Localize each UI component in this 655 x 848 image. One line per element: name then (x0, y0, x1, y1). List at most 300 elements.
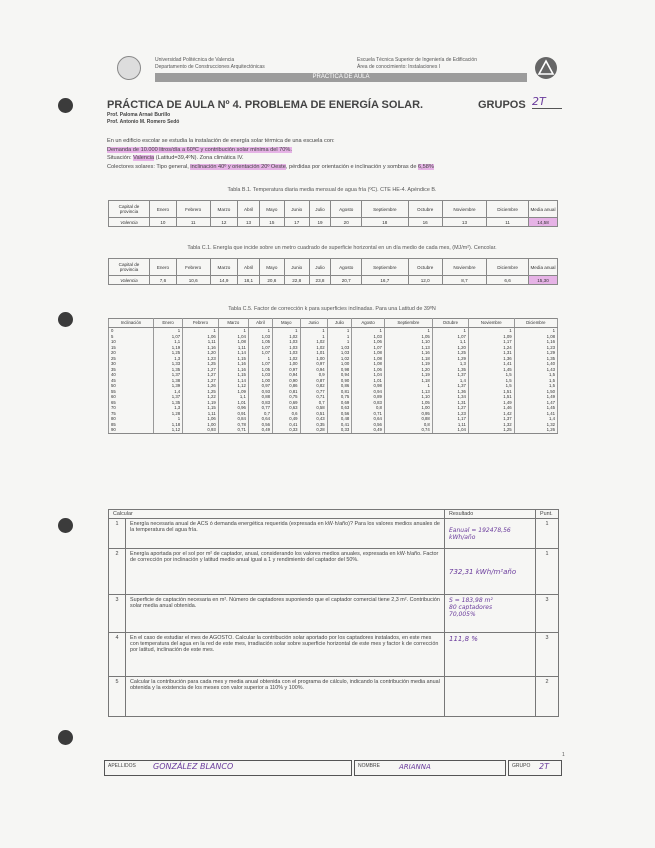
inclination-cell: 0 (109, 328, 154, 334)
area-name: Área de conocimiento: Instalaciones I (357, 64, 441, 70)
factor-cell: 1,08 (352, 350, 385, 356)
factor-cell: 1,38 (153, 378, 182, 384)
table-header: Enero (150, 201, 177, 218)
factor-cell: 0,86 (273, 383, 301, 389)
factor-cell: 1,27 (432, 405, 468, 411)
factor-cell: 1,03 (248, 372, 272, 378)
factor-cell: 1,00 (300, 356, 327, 362)
answer-field[interactable]: S = 183,98 m² 80 captadores 70,005% (445, 595, 536, 633)
factor-cell: 1,3 (432, 361, 468, 367)
factor-cell: 0,63 (327, 405, 352, 411)
factor-cell: 1,08 (352, 361, 385, 367)
factor-cell: 1,01 (218, 400, 248, 406)
factor-cell: 0,83 (352, 400, 385, 406)
factor-cell: 0,49 (273, 416, 301, 422)
factor-cell: 1,15 (218, 356, 248, 362)
factor-cell: 0,88 (384, 416, 432, 422)
table-row (109, 427, 558, 433)
factor-cell: 1,19 (183, 400, 219, 406)
factor-cell: 0,97 (273, 367, 301, 373)
page-title: PRÁCTICA DE AULA Nº 4. PROBLEMA DE ENERGÍA SOLAR. (107, 99, 424, 111)
factor-cell: 0,8 (384, 422, 432, 428)
factor-cell: 1,4 (153, 389, 182, 395)
factor-cell: 0,51 (300, 411, 327, 417)
factor-cell: 1,27 (183, 372, 219, 378)
page-number: 1 (562, 752, 565, 758)
factor-cell: 1 (384, 383, 432, 389)
factor-cell: 1,05 (384, 400, 432, 406)
factor-cell: 1 (183, 328, 219, 334)
factor-cell: 1,4 (432, 378, 468, 384)
factor-cell: 1,20 (384, 367, 432, 373)
table-header: Marzo (210, 201, 238, 218)
factor-cell: 1,36 (468, 356, 514, 362)
factor-cell: 1,25 (153, 350, 182, 356)
factor-cell: 0,96 (218, 405, 248, 411)
factor-cell: 1,03 (327, 350, 352, 356)
factor-cell: 1,35 (514, 356, 557, 362)
factor-cell: 1,25 (432, 350, 468, 356)
factor-cell: 1,26 (183, 383, 219, 389)
factor-cell: 1,18 (153, 422, 182, 428)
factor-cell: 0,64 (248, 416, 272, 422)
factor-cell: 1,06 (183, 334, 219, 340)
factor-cell: 1,08 (514, 334, 557, 340)
punch-hole (58, 98, 73, 113)
inclination-cell: 30 (109, 361, 154, 367)
factor-cell: 0,98 (352, 383, 385, 389)
department-name: Departamento de Construcciones Arquitectónicas (155, 64, 265, 70)
inclination-cell: 60 (109, 394, 154, 400)
factor-cell: 1,27 (183, 367, 219, 373)
inclination-cell: 35 (109, 367, 154, 373)
factor-cell: 1,42 (468, 411, 514, 417)
inclination-highlight: inclinación 40º y orientación 20º Oeste (190, 163, 286, 170)
factor-cell: 0,82 (300, 383, 327, 389)
factor-cell: 0,56 (352, 422, 385, 428)
factor-cell: 1 (352, 328, 385, 334)
factor-cell: 1 (300, 334, 327, 340)
factor-cell: 0,28 (300, 427, 327, 433)
factor-cell: 1,05 (248, 339, 272, 345)
apellidos-value: GONZÁLEZ BLANCO (153, 762, 234, 771)
factor-cell: 1,02 (327, 356, 352, 362)
factor-cell: 1,03 (273, 339, 301, 345)
table-b1: Capital de provincia Enero Febrero Marzo Abril Mayo Junio Julio Agosto Septiembre Octubre Noviembre Diciembre Media anual Valencia 10 11 12 13 15 17 19 20 18 16 13 11 14,58 (108, 200, 558, 227)
losses-highlight: 6,58% (418, 163, 434, 170)
inclination-cell: 50 (109, 383, 154, 389)
factor-cell: 1,27 (183, 378, 219, 384)
factor-cell: 0,84 (218, 416, 248, 422)
factor-cell: 1,03 (273, 345, 301, 351)
table-b1-caption: Tabla B.1. Temperatura diaria media mensual de agua fría (ºC). CTE HE-4. Apéndice B. (227, 187, 437, 193)
punch-hole (58, 518, 73, 533)
table-header: Octubre (408, 201, 442, 218)
factor-cell: 1,25 (183, 361, 219, 367)
factor-cell: 1,18 (384, 356, 432, 362)
grupos-label: GRUPOS (478, 99, 526, 111)
factor-cell: 1,07 (432, 334, 468, 340)
factor-cell: 1,02 (273, 356, 301, 362)
nombre-box[interactable] (354, 760, 506, 776)
factor-cell: 0,94 (273, 372, 301, 378)
factor-cell: 1,12 (218, 383, 248, 389)
factor-cell: 0,8 (352, 405, 385, 411)
table-header: Capital de provincia (109, 201, 150, 218)
inclination-cell: 55 (109, 389, 154, 395)
factor-cell: 1,05 (384, 334, 432, 340)
factor-cell: 0,83 (248, 400, 272, 406)
factor-cell: 1,5 (468, 378, 514, 384)
factor-cell: 1 (327, 334, 352, 340)
answer-field[interactable]: 732,31 kWh/m²año (445, 549, 536, 595)
factor-cell: 1,23 (183, 356, 219, 362)
table-header: Media anual (529, 259, 558, 276)
inclination-cell: 40 (109, 372, 154, 378)
factor-cell: 1,16 (218, 361, 248, 367)
factor-cell: 1,33 (153, 361, 182, 367)
factor-cell: 1,00 (273, 361, 301, 367)
factor-cell: 1,50 (514, 389, 557, 395)
factor-cell: 0,56 (248, 422, 272, 428)
factor-cell: 1,04 (432, 427, 468, 433)
factor-cell: 0,74 (384, 427, 432, 433)
inclination-cell: 65 (109, 400, 154, 406)
factor-cell: 1,11 (183, 411, 219, 417)
factor-cell: 1,37 (468, 416, 514, 422)
factor-cell: 1,17 (432, 416, 468, 422)
table-header: Noviembre (442, 201, 486, 218)
factor-cell: 1,1 (153, 339, 182, 345)
answer-field[interactable] (445, 677, 536, 717)
factor-cell: 1,41 (514, 411, 557, 417)
factor-cell: 1,20 (432, 345, 468, 351)
nombre-value: ARIANNA (399, 763, 431, 771)
factor-cell: 1,02 (300, 339, 327, 345)
factor-cell: 1,23 (514, 345, 557, 351)
factor-cell: 0,90 (273, 378, 301, 384)
factor-cell: 1,5 (468, 372, 514, 378)
factor-cell: 1,18 (384, 378, 432, 384)
table-header: Media anual (529, 201, 558, 218)
factor-cell: 0,63 (273, 405, 301, 411)
table-header: Inclinación (109, 319, 154, 328)
factor-cell: 1,28 (153, 411, 182, 417)
factor-cell: 0,71 (352, 411, 385, 417)
factor-cell: 1,51 (468, 389, 514, 395)
professor-2: Prof. Antonio M. Romero Sedó (107, 119, 180, 125)
factor-cell: 0,58 (300, 405, 327, 411)
factor-cell: 0,35 (300, 422, 327, 428)
factor-cell: 1,14 (218, 378, 248, 384)
factor-cell: 1,13 (384, 389, 432, 395)
apellidos-label: APELLIDOS (108, 763, 136, 769)
grupos-value: 2T (532, 95, 562, 109)
factor-cell: 1,4 (514, 416, 557, 422)
factor-cell: 1,11 (183, 339, 219, 345)
factor-cell: 1,37 (432, 372, 468, 378)
factor-cell: 1,13 (384, 345, 432, 351)
inclination-cell: 10 (109, 339, 154, 345)
factor-cell: 0,97 (248, 383, 272, 389)
factor-cell: 1,07 (248, 361, 272, 367)
demand-highlight: Demanda de 10.000 litros/día a 60ºC y contribución solar mínima del 70%. (107, 146, 292, 153)
factor-cell: 1,04 (218, 334, 248, 340)
annual-mean-b1: 14,58 (529, 218, 558, 227)
factor-cell: 1,35 (153, 367, 182, 373)
factor-cell: 1,06 (352, 367, 385, 373)
question-text: Energía necesaria anual de ACS ó demanda energética requerida (expresada en kW·h/año)? Para los valores medios anuales de la temperatura del agua fría. (126, 519, 445, 549)
factor-cell: 1,02 (300, 345, 327, 351)
factor-cell: 1,03 (352, 334, 385, 340)
factor-cell: 0,81 (273, 389, 301, 395)
factor-cell: 1,36 (432, 389, 468, 395)
factor-cell: 0,9 (300, 372, 327, 378)
factor-cell: 1,17 (468, 339, 514, 345)
factor-cell: 1,32 (514, 422, 557, 428)
factor-cell: 0,6 (273, 411, 301, 417)
inclination-cell: 85 (109, 422, 154, 428)
factor-cell: 1,15 (218, 372, 248, 378)
school-logo-icon (534, 56, 558, 80)
factor-cell: 1,5 (468, 383, 514, 389)
university-name: Universidad Politécnica de Valencia (155, 57, 235, 63)
inclination-cell: 5 (109, 334, 154, 340)
factor-cell: 1 (248, 328, 272, 334)
answer-field[interactable]: 111,8 % (445, 633, 536, 677)
inclination-cell: 20 (109, 350, 154, 356)
factor-cell: 1,07 (248, 350, 272, 356)
factor-cell: 1,3 (153, 356, 182, 362)
table-c5-caption: Tabla C.5. Factor de corrección k para superficies inclinadas. Para una Latitud de 39ºN (228, 306, 436, 312)
factor-cell: 1 (273, 328, 301, 334)
factor-cell: 0,78 (218, 422, 248, 428)
table-header: Julio (309, 201, 331, 218)
factor-cell: 1,07 (153, 334, 182, 340)
factor-cell: 1,15 (183, 405, 219, 411)
factor-cell: 1,37 (153, 394, 182, 400)
factor-cell: 1,06 (183, 416, 219, 422)
factor-cell: 1,09 (468, 334, 514, 340)
factor-cell: 0,91 (218, 411, 248, 417)
factor-cell: 0,77 (248, 405, 272, 411)
grupo-value: 2T (539, 762, 549, 771)
factor-cell: 0,69 (327, 400, 352, 406)
table-header: Mayo (259, 201, 284, 218)
factor-cell: 0,7 (300, 400, 327, 406)
calc-header: Calcular (109, 510, 445, 519)
factor-cell: 0,95 (384, 411, 432, 417)
factor-cell: 1,24 (468, 345, 514, 351)
factor-cell: 1,06 (352, 339, 385, 345)
factor-cell: 0,71 (218, 427, 248, 433)
factor-cell: 1,00 (384, 405, 432, 411)
factor-cell: 0,48 (327, 416, 352, 422)
factor-cell: 0,81 (327, 389, 352, 395)
factor-cell: 1,08 (218, 339, 248, 345)
table-header: Agosto (331, 201, 362, 218)
table-header: Abril (238, 201, 260, 218)
school-name: Escuela Técnica Superior de Ingeniería de Edificación (357, 57, 477, 63)
factor-cell: 0,87 (300, 378, 327, 384)
table-header: Diciembre (487, 201, 529, 218)
factor-cell: 1,03 (327, 345, 352, 351)
factor-cell: 1,31 (432, 400, 468, 406)
intro-line-1: En un edificio escolar se estudia la instalación de energía solar térmica de una escuela con: (107, 138, 335, 144)
factor-cell: 0,33 (273, 427, 301, 433)
factor-cell: 1 (300, 328, 327, 334)
factor-cell: 0,49 (352, 427, 385, 433)
factor-cell: 0,41 (327, 422, 352, 428)
factor-cell: 0,75 (273, 394, 301, 400)
inclination-cell: 25 (109, 356, 154, 362)
professor-1: Prof. Paloma Arnaé Burillo (107, 112, 171, 118)
factor-cell: 0,93 (183, 427, 219, 433)
calc-table: Calcular Resultado Punt. 1 Energía necesaria anual de ACS ó demanda energética requerida (expresada en kW·h/año)? Para los valores medios anuales de la temperatura del agua fría. Eanual = 192478,56 kWh/año 1 2 Energía aportada por el sol por m² de captador, anual, considerando los valores medios anuales, expresada en kW·h/año. Factor de corrección por inclinación y latitud medio anual igual a 1 y rendimiento del captador del 50%. 732,31 kWh/m²año 1 3 Superficie de captación necesaria en m². Número de captadores suponiendo que el captador comercial tiene 2,3 m². Contribución solar media anual obtenida. S = 183,98 m² 80 captadores 70,005% 3 4 En el caso de estudiar el mes de AGOSTO. Calcular la contribución solar aportado por los captadores instalados, en este mes con temperatura del agua en la red de este mes, irradiación solar sobre superficie horizontal de este mes y factor k de corrección por latitud, inclinación de este mes. 111,8 % 3 5 Calcular la contribución para cada mes y media anual obtenida con el programa de cálculo, indicando la contribución media anual obtenida y la existencia de los meses con valor superior a 110% y 100%. 2 (108, 509, 559, 717)
factor-cell: 0,89 (352, 394, 385, 400)
factor-cell: 0,94 (327, 372, 352, 378)
factor-cell: 1,16 (514, 339, 557, 345)
grupo-label: GRUPO (512, 763, 531, 769)
factor-cell: 1,46 (468, 405, 514, 411)
grupo-box[interactable] (508, 760, 562, 776)
factor-cell: 0,71 (300, 394, 327, 400)
header-bar: PRÁCTICA DE AULA (155, 73, 527, 82)
factor-cell: 0,41 (273, 422, 301, 428)
factor-cell: 1,01 (352, 378, 385, 384)
factor-cell: 1,04 (352, 372, 385, 378)
factor-cell: 1 (384, 328, 432, 334)
factor-cell: 0,94 (300, 367, 327, 373)
table-c1: Capital de provincia Enero Febrero Marzo Abril Mayo Junio Julio Agosto Septiembre Octubre Noviembre Diciembre Media anual Valencia 7,6 10,6 14,9 18,1 20,6 22,8 23,8 20,7 16,7 12,0 8,7 6,6 15,30 (108, 258, 558, 285)
factor-cell: 1,35 (432, 367, 468, 373)
factor-cell: 1 (248, 356, 272, 362)
factor-cell: 1,49 (468, 400, 514, 406)
factor-cell: 1,5 (514, 372, 557, 378)
factor-cell: 1,37 (432, 383, 468, 389)
factor-cell: 1,40 (514, 361, 557, 367)
inclination-cell: 45 (109, 378, 154, 384)
factor-cell: 1,1 (218, 394, 248, 400)
factor-cell: 1,20 (183, 350, 219, 356)
question-text: Calcular la contribución para cada mes y media anual obtenida con el programa de cálculo, indicando la contribución media anual obtenida y la existencia de los meses con valor superior a 110% y 100%. (126, 677, 445, 717)
factor-cell: 0,77 (300, 389, 327, 395)
factor-cell: 1,11 (218, 345, 248, 351)
factor-cell: 1 (514, 328, 557, 334)
factor-cell: 1,05 (248, 367, 272, 373)
table-c1-caption: Tabla C.1. Energía que incide sobre un metro cuadrado de superficie horizontal en un día medio de cada mes, (MJ/m²). Cencolar. (187, 245, 497, 251)
factor-cell: 1,25 (468, 427, 514, 433)
factor-cell: 1,31 (468, 350, 514, 356)
factor-cell: 1,22 (183, 394, 219, 400)
inclination-cell: 90 (109, 427, 154, 433)
factor-cell: 0,33 (327, 427, 352, 433)
factor-cell: 1,1 (432, 339, 468, 345)
factor-cell: 1,43 (514, 367, 557, 373)
result-header: Resultado (445, 510, 536, 519)
question-text: Energía aportada por el sol por m² de captador, anual, considerando los valores medios anuales, expresada en kW·h/año. Factor de corrección por inclinación y latitud medio anual igual a 1 y rendimiento del captador del 50%. (126, 549, 445, 595)
factor-cell: 1,02 (273, 334, 301, 340)
annual-mean-c1: 15,30 (529, 276, 558, 285)
factor-cell: 1 (153, 328, 182, 334)
factor-cell: 0,94 (352, 389, 385, 395)
factor-cell: 1,03 (248, 334, 272, 340)
factor-cell: 0,97 (300, 361, 327, 367)
factor-cell: 1,12 (153, 427, 182, 433)
university-logo (117, 56, 141, 80)
table-c5: Inclinación Enero Febrero Marzo Abril Mayo Junio Julio Agosto Septiembre Octubre Noviembre Diciembre 0 1 1 1 1 1 1 1 1 1 1 1 1 5 1,07 1,06 1,04 1,03 1,02 1 1 1,03 1,05 1,07 1,09 1,08 10 1,1 1,11 1,08 1,05 1,03 1,02 1 1,06 1,10 1,1 1,17 1,16 15 1,19 1,16 1,11 1,07 1,03 1,02 1,03 1,07 1,13 1,20 1,24 1,23 20 1,25 1,20 1,14 1,07 1,03 1,01 1,03 1,08 1,16 1,25 1,31 1,29 25 1,3 1,23 1,15 1 1,02 1,00 1,02 1,08 1,18 1,29 1,36 1,35 30 1,33 1,25 1,16 1,07 1,00 0,97 1,00 1,08 1,19 1,3 1,41 1,40 35 1,35 1,27 1,16 1,05 0,97 0,94 0,98 1,06 1,20 1,35 1,45 1,43 40 1,37 1,27 1,15 1,03 0,94 0,9 0,94 1,04 1,19 1,37 1,5 1,5 45 1,38 1,27 1,14 1,00 0,90 0,87 0,90 1,01 1,18 1,4 1,5 1,5 50 1,39 1,26 1,12 0,97 0,86 0,82 0,86 0,98 1 1,37 1,5 1,5 55 1,4 1,25 1,09 0,93 0,81 0,77 0,81 0,94 1,13 1,36 1,51 1,50 60 1,37 1,22 1,1 0,88 0,75 0,71 0,75 0,89 1,10 1,34 1,51 1,49 65 1,35 1,19 1,01 0,83 0,69 0,7 0,69 0,83 1,05 1,31 1,49 1,47 70 1,3 1,15 0,96 0,77 0,63 0,58 0,63 0,8 1,00 1,27 1,46 1,45 75 1,28 1,11 0,91 0,7 0,6 0,51 0,56 0,71 0,95 1,23 1,42 1,41 80 1 1,06 0,84 0,64 0,49 0,43 0,48 0,64 0,88 1,17 1,37 1,4 85 1,18 1,00 0,78 0,56 0,41 0,35 0,41 0,56 0,8 1,11 1,32 1,32 90 1,12 0,93 0,71 0,49 0,33 0,28 0,33 0,49 0,74 1,04 1,25 1,26 (108, 318, 558, 434)
factor-cell: 1,16 (384, 350, 432, 356)
factor-cell: 1,34 (432, 394, 468, 400)
table-header: Junio (284, 201, 309, 218)
factor-cell: 1,3 (153, 405, 182, 411)
factor-cell: 0,56 (327, 411, 352, 417)
row-label: Valencia (109, 276, 150, 285)
factor-cell: 1,5 (514, 378, 557, 384)
factor-cell: 1,47 (514, 400, 557, 406)
factor-cell: 1,19 (153, 345, 182, 351)
factor-cell: 0,64 (352, 416, 385, 422)
inclination-cell: 70 (109, 405, 154, 411)
factor-cell: 1,19 (384, 361, 432, 367)
factor-cell: 1,11 (432, 422, 468, 428)
answer-field[interactable]: Eanual = 192478,56 kWh/año (445, 519, 536, 549)
factor-cell: 1,25 (183, 389, 219, 395)
inclination-cell: 15 (109, 345, 154, 351)
factor-cell: 1 (432, 328, 468, 334)
factor-cell: 0,90 (327, 378, 352, 384)
factor-cell: 1,07 (352, 345, 385, 351)
factor-cell: 1,00 (183, 422, 219, 428)
factor-cell: 1 (218, 328, 248, 334)
location-highlight: Valencia (133, 155, 155, 161)
factor-cell: 0,75 (327, 394, 352, 400)
factor-cell: 1,29 (432, 356, 468, 362)
factor-cell: 1 (153, 416, 182, 422)
factor-cell: 0,93 (248, 389, 272, 395)
factor-cell: 1,07 (248, 345, 272, 351)
factor-cell: 0,98 (327, 367, 352, 373)
factor-cell: 1,10 (384, 339, 432, 345)
factor-cell: 0,43 (300, 416, 327, 422)
question-text: Superficie de captación necesaria en m². Número de captadores suponiendo que el captador comercial tiene 2,3 m². Contribución solar media anual obtenida. (126, 595, 445, 633)
intro-text: En un edificio escolar se estudia la instalación de energía solar térmica de una escuela con: Demanda de 10.000 litros/día a 60ºC y contribución solar mínima del 70%. Situación: Valencia (Latitud=39,4ºN). Zona climática IV. Colectores solares: Tipo general, inclinación 40º y orientación 20º Oeste, pérdidas por orientación e inclinación y sombras de 6,58% (107, 137, 577, 171)
factor-cell: 1,08 (352, 356, 385, 362)
apellidos-box[interactable] (104, 760, 352, 776)
factor-cell: 1,09 (218, 389, 248, 395)
table-header: Capital de provincia (109, 259, 150, 276)
factor-cell: 1 (468, 328, 514, 334)
factor-cell: 1,26 (514, 427, 557, 433)
factor-cell: 1,00 (248, 378, 272, 384)
factor-cell: 1,45 (514, 405, 557, 411)
factor-cell: 1,45 (468, 367, 514, 373)
factor-cell: 1,16 (218, 367, 248, 373)
factor-cell: 1,19 (384, 372, 432, 378)
factor-cell: 1,00 (327, 361, 352, 367)
factor-cell: 1 (327, 328, 352, 334)
factor-cell: 1,35 (153, 400, 182, 406)
question-text: En el caso de estudiar el mes de AGOSTO. Calcular la contribución solar aportado por los captadores instalados, en este mes con temperatura del agua en la red de este mes, irradiación solar sobre superficie horizontal de este mes y factor k de corrección por latitud, inclinación de este mes. (126, 633, 445, 677)
points-header: Punt. (536, 510, 559, 519)
factor-cell: 1,39 (153, 383, 182, 389)
factor-cell: 1,51 (468, 394, 514, 400)
factor-cell: 1 (327, 339, 352, 345)
inclination-cell: 75 (109, 411, 154, 417)
punch-hole (58, 730, 73, 745)
factor-cell: 1,37 (153, 372, 182, 378)
factor-cell: 1,14 (218, 350, 248, 356)
